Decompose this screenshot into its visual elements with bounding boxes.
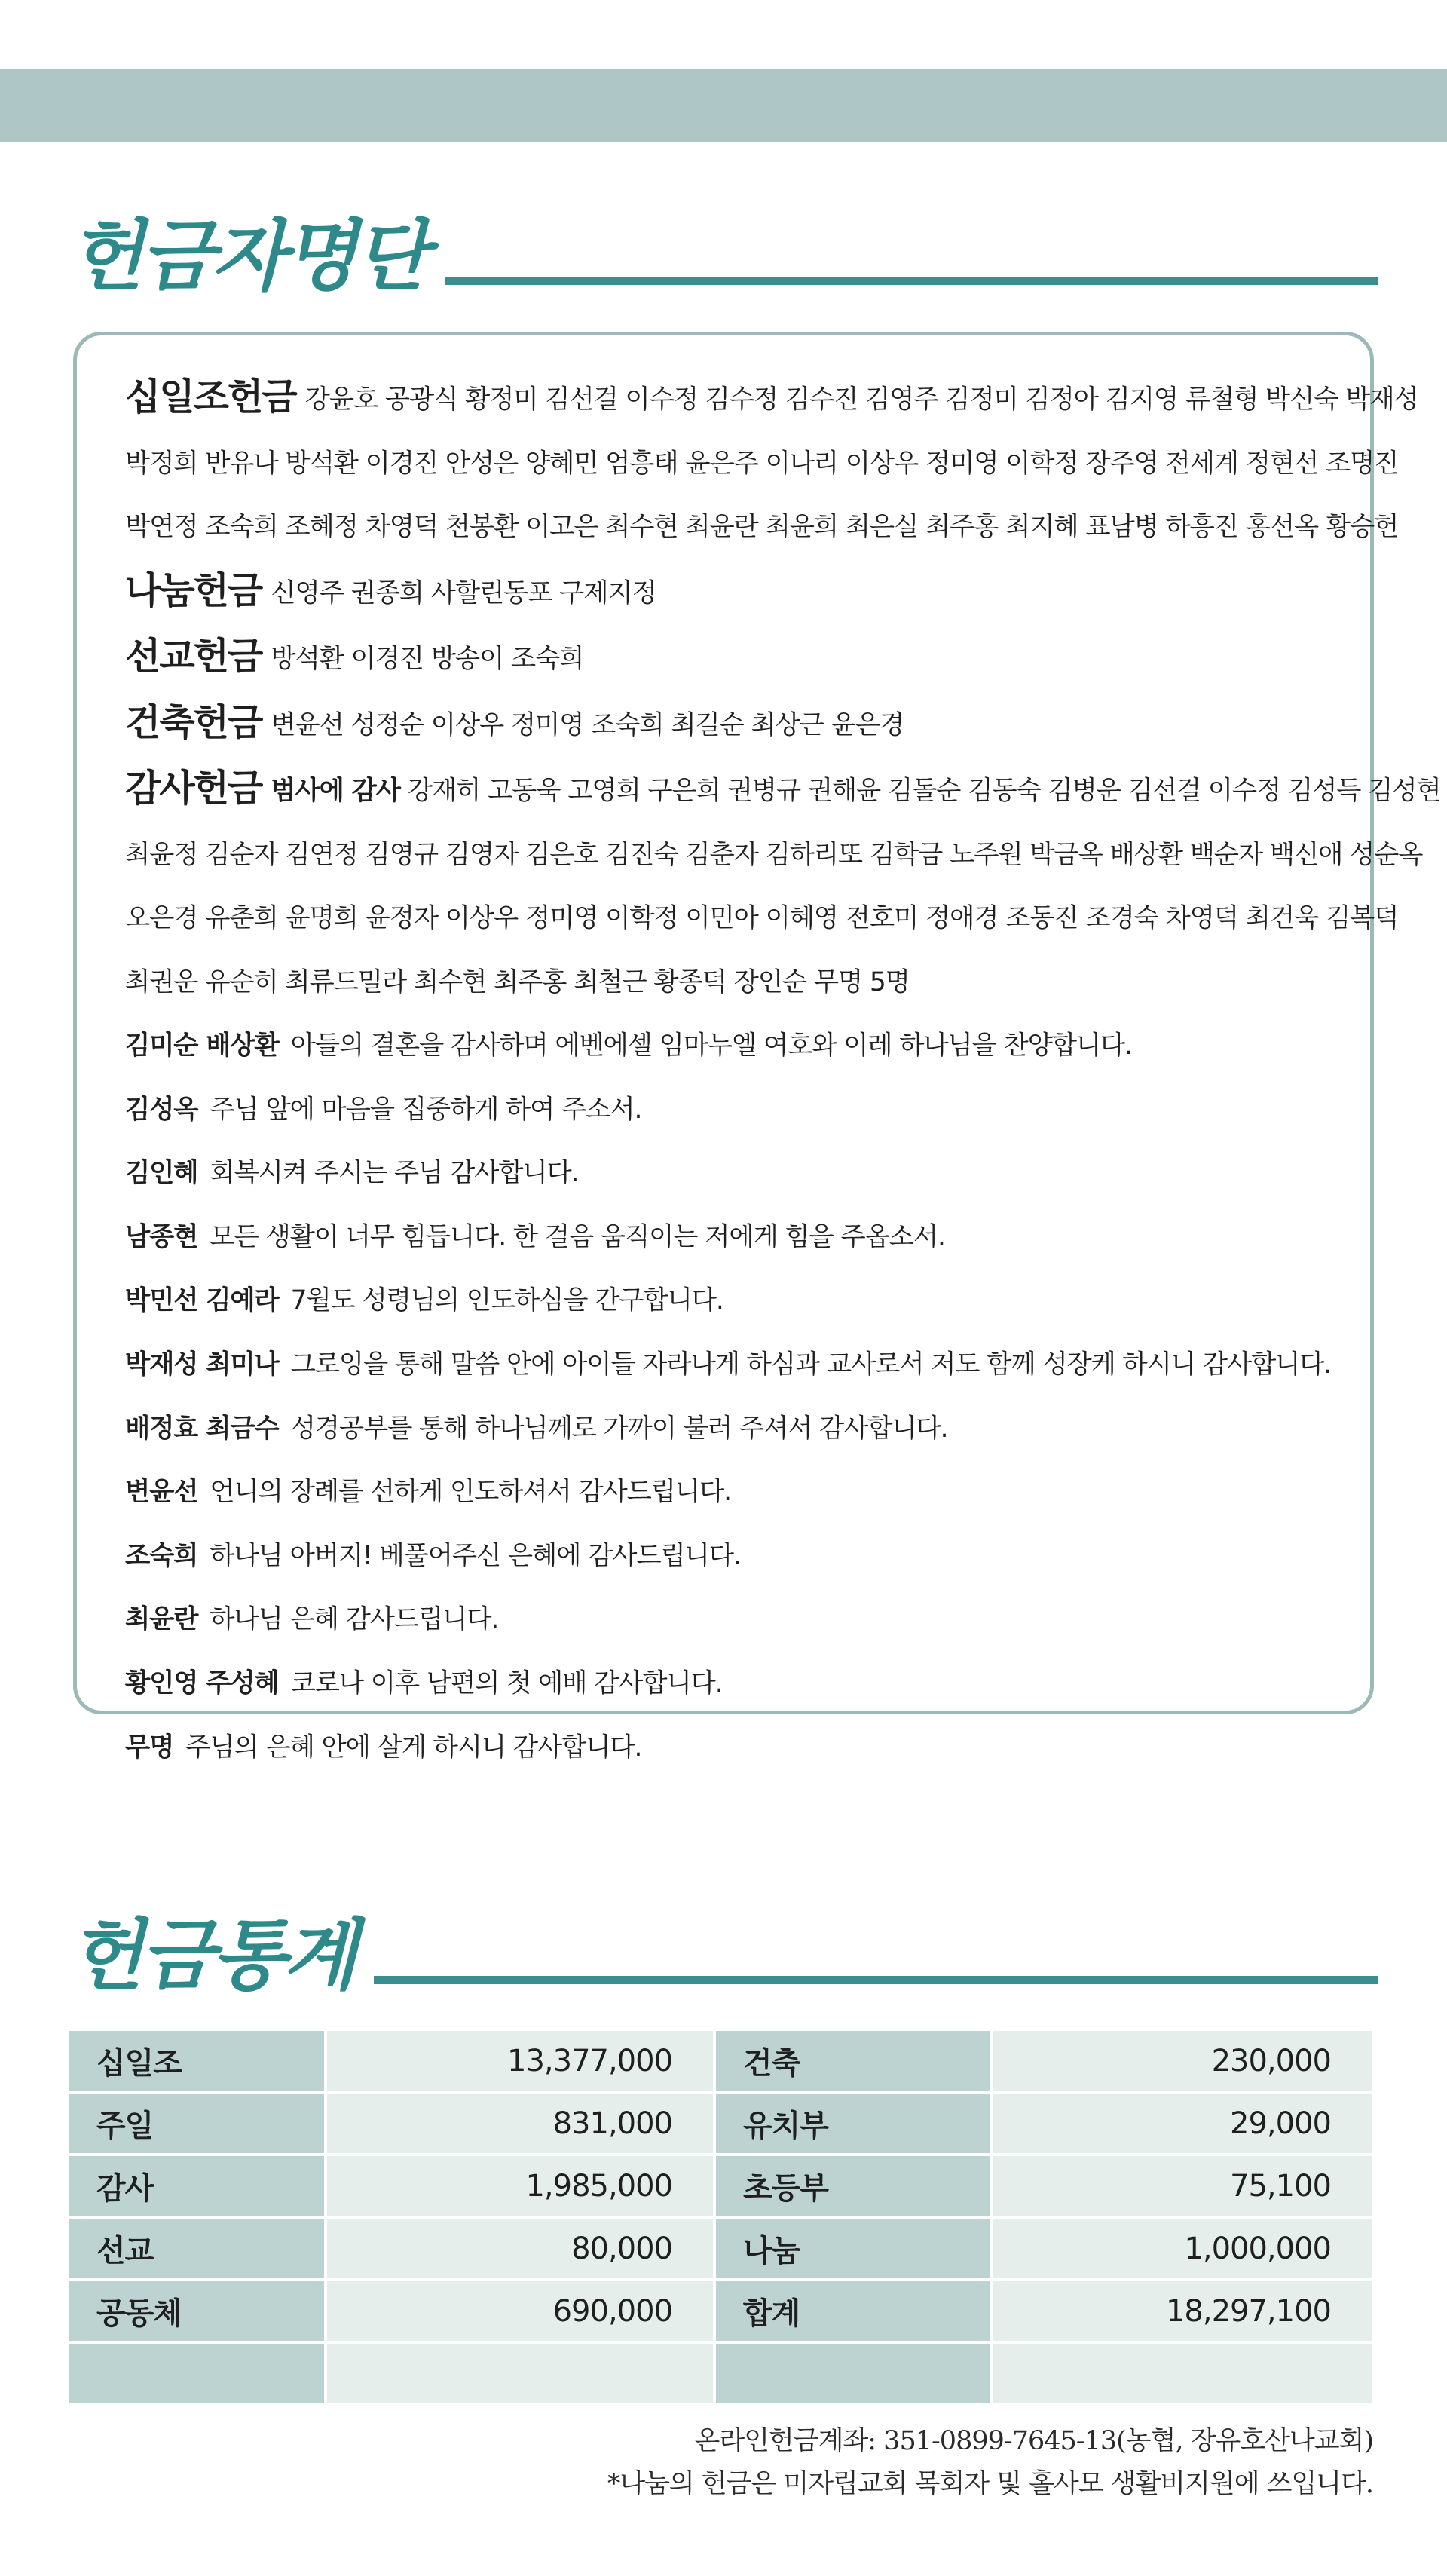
prayer-text: 아들의 결혼을 감사하며 에벤에셀 임마누엘 여호와 이레 하나님을 찬양합니다.	[290, 1031, 1132, 1061]
stats-row	[69, 2031, 1372, 2091]
prayer-list	[125, 1014, 1335, 1779]
category-names: 신영주 권종희 사할린동포 구제지정	[271, 577, 656, 608]
stats-value: 13,377,000	[327, 2031, 713, 2091]
prayer-name: 최윤란	[125, 1604, 198, 1635]
category-names: 최권운 유순히 최류드밀라 최수현 최주홍 최철근 황종덕 장인순 무명 5명	[125, 966, 910, 997]
stats-heading	[69, 1911, 1378, 2001]
prayer-name: 무명	[125, 1732, 174, 1763]
prayer-item	[125, 1716, 1335, 1780]
category-sharing	[125, 559, 1335, 626]
category-names: 방석환 이경진 방송이 조숙희	[271, 644, 584, 674]
category-names: 오은경 유춘희 윤명희 윤정자 이상우 정미영 이학정 이민아 이혜영 전호미 정애경 조동진 조경숙 차영덕 최건욱 김복덕	[125, 903, 1399, 933]
prayer-text: 그로잉을 통해 말씀 안에 아이들 자라나게 하심과 교사로서 저도 함께 성장케 하시니 감사합니다.	[290, 1349, 1332, 1380]
stats-value: 29,000	[993, 2094, 1372, 2153]
stats-row	[69, 2156, 1372, 2216]
stats-value: 80,000	[327, 2219, 713, 2278]
category-label: 감사헌금	[125, 767, 262, 810]
roster-heading	[69, 212, 1378, 302]
stats-label: 합계	[716, 2281, 990, 2341]
prayer-name: 김미순 배상환	[125, 1031, 279, 1061]
category-names: 박정희 반유나 방석환 이경진 안성은 양혜민 엄흥태 윤은주 이나리 이상우 정미영 이학정 장주영 전세계 정현선 조명진	[125, 448, 1399, 479]
stats-label: 십일조	[69, 2031, 324, 2091]
prayer-item	[125, 1524, 1335, 1588]
prayer-name: 김인혜	[125, 1158, 198, 1189]
stats-row-empty	[69, 2344, 1372, 2403]
donor-roster-box	[73, 332, 1441, 1763]
stats-row	[69, 2281, 1372, 2341]
prayer-text: 성경공부를 통해 하나님께로 가까이 불러 주셔서 감사합니다.	[290, 1413, 948, 1444]
category-tithe	[125, 366, 1418, 432]
bank-account-note: 온라인헌금계좌: 351-0899-7645-13(농협, 장유호산나교회)	[694, 2426, 1373, 2456]
prayer-item	[125, 1333, 1335, 1397]
prayer-item	[125, 1588, 1335, 1652]
prayer-name: 조숙희	[125, 1540, 198, 1571]
prayer-text: 하나님 아버지! 베풀어주신 은혜에 감사드립니다.	[210, 1540, 741, 1571]
category-label: 십일조헌금	[125, 375, 296, 418]
title-rule	[374, 1976, 1378, 1984]
stats-row	[69, 2219, 1372, 2278]
prayer-item	[125, 1205, 1335, 1270]
stats-label: 나눔	[716, 2219, 990, 2278]
prayer-name: 김성옥	[125, 1094, 198, 1125]
prayer-text: 주님 앞에 마음을 집중하게 하여 주소서.	[210, 1094, 642, 1125]
category-label: 나눔헌금	[125, 568, 262, 612]
prayer-name: 박재성 최미나	[125, 1349, 279, 1380]
prayer-text: 모든 생활이 너무 힘듭니다. 한 걸음 움직이는 저에게 힘을 주옵소서.	[210, 1221, 945, 1252]
title-rule	[445, 277, 1378, 285]
sharing-offering-note: *나눔의 헌금은 미자립교회 목회자 및 홀사모 생활비지원에 쓰입니다.	[607, 2469, 1373, 2499]
category-names: 강윤호 공광식 황정미 김선걸 이수정 김수정 김수진 김영주 김정미 김정아 김지영 류철형 박신숙 박재성	[304, 384, 1418, 415]
roster-title: 헌금자명단	[69, 212, 426, 302]
stats-value: 230,000	[993, 2031, 1372, 2091]
prayer-text: 7월도 성령님의 인도하심을 간구합니다.	[290, 1285, 724, 1316]
prayer-name: 남종현	[125, 1221, 198, 1252]
stats-label: 공동체	[69, 2281, 324, 2341]
category-mission	[125, 625, 1335, 691]
prayer-text: 하나님 은혜 감사드립니다.	[210, 1604, 499, 1635]
stats-value: 690,000	[327, 2281, 713, 2341]
stats-value: 1,985,000	[327, 2156, 713, 2216]
stats-label: 선교	[69, 2219, 324, 2278]
prayer-item	[125, 1652, 1335, 1716]
footer-notes	[607, 2420, 1373, 2506]
stats-label	[69, 2344, 324, 2403]
category-names: 강재히 고동욱 고영희 구은희 권병규 권해윤 김돌순 김동숙 김병운 김선걸 이수정 김성득 김성현	[407, 776, 1441, 806]
prayer-name: 박민선 김예라	[125, 1285, 279, 1316]
category-sublabel: 범사에 감사	[271, 776, 400, 806]
stats-row	[69, 2094, 1372, 2153]
prayer-item	[125, 1141, 1335, 1205]
category-names: 박연정 조숙희 조혜정 차영덕 천봉환 이고은 최수현 최윤란 최윤희 최은실 최주홍 최지혜 표남병 하흥진 홍선옥 황승헌	[125, 512, 1399, 542]
prayer-item	[125, 1078, 1335, 1142]
stats-value: 18,297,100	[993, 2281, 1372, 2341]
stats-label: 건축	[716, 2031, 990, 2091]
top-band	[0, 69, 1447, 142]
prayer-name: 변윤선	[125, 1477, 198, 1508]
prayer-item	[125, 1460, 1335, 1524]
category-names: 최윤정 김순자 김연정 김영규 김영자 김은호 김진숙 김춘자 김하리또 김학금 노주원 박금옥 배상환 백순자 백신애 성순옥	[125, 839, 1423, 870]
stats-title: 헌금통계	[69, 1911, 355, 2001]
stats-value	[993, 2344, 1372, 2403]
prayer-item	[125, 1014, 1335, 1078]
prayer-text: 코로나 이후 남편의 첫 예배 감사합니다.	[290, 1668, 723, 1698]
stats-value	[327, 2344, 713, 2403]
stats-label: 감사	[69, 2156, 324, 2216]
prayer-text: 언니의 장례를 선하게 인도하셔서 감사드립니다.	[210, 1477, 731, 1508]
category-label: 선교헌금	[125, 635, 262, 678]
prayer-name: 황인영 주성혜	[125, 1668, 279, 1698]
stats-label: 초등부	[716, 2156, 990, 2216]
prayer-text: 주님의 은혜 안에 살게 하시니 감사합니다.	[185, 1732, 642, 1763]
category-building	[125, 691, 1335, 758]
prayer-name: 배정효 최금수	[125, 1413, 279, 1444]
prayer-text: 회복시켜 주시는 주님 감사합니다.	[210, 1158, 579, 1189]
stats-label: 주일	[69, 2094, 324, 2153]
stats-value: 1,000,000	[993, 2219, 1372, 2278]
category-names: 변윤선 성정순 이상우 정미영 조숙희 최길순 최상근 윤은경	[271, 709, 904, 740]
category-label: 건축헌금	[125, 700, 262, 744]
offering-stats-table	[69, 2031, 1372, 2406]
category-thanks	[125, 757, 1441, 823]
prayer-item	[125, 1269, 1335, 1333]
stats-label	[716, 2344, 990, 2403]
stats-value: 831,000	[327, 2094, 713, 2153]
stats-value: 75,100	[993, 2156, 1372, 2216]
stats-label: 유치부	[716, 2094, 990, 2153]
prayer-item	[125, 1397, 1335, 1461]
